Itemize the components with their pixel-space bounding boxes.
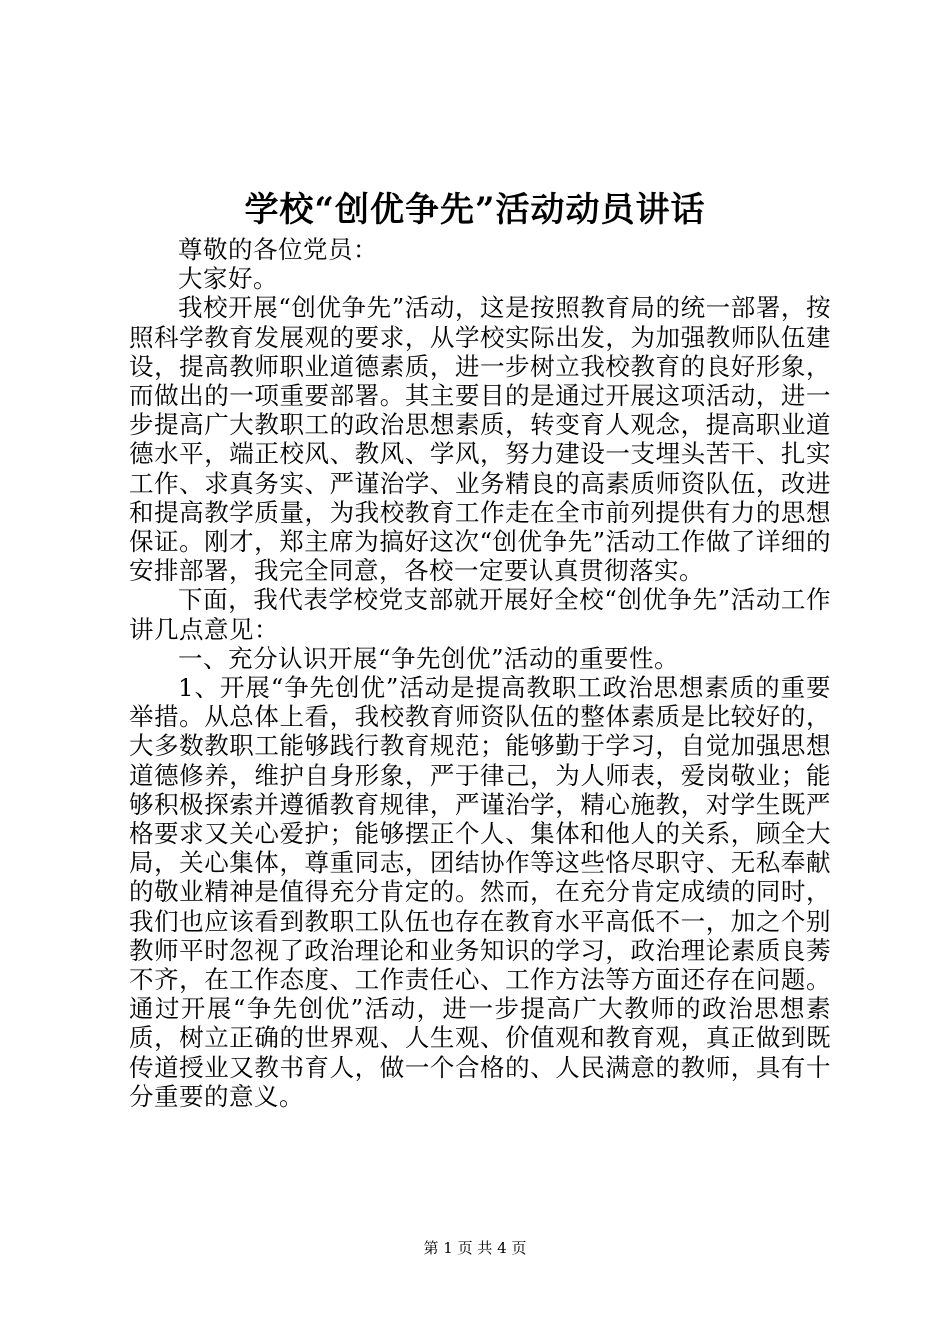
body-paragraph: 我校开展“创优争先”活动，这是按照教育局的统一部署，按照科学教育发展观的要求，从学校实际出发，为加强教师队伍建设，提高教师职业道德素质，进一步树立我校教育的良好形象，而做出的一项重要部署。其主要目的是通过开展这项活动，进一步提高广大教职工的政治思想素质，转变育人观念，提高职业道德水平，端正校风、教风、学风，努力建设一支埋头苦干、扎实工作、求真务实、严谨治学、业务精良的高素质师资队伍，改进和提高教学质量，为我校教育工作走在全市前列提供有力的思想保证。刚才，郑主席为搞好这次“创优争先”活动工作做了详细的安排部署，我完全同意，各校一定要认真贯彻落实。 (129, 293, 831, 586)
greeting: 大家好。 (178, 264, 278, 294)
body-paragraph: 下面，我代表学校党支部就开展好全校“创优争先”活动工作讲几点意见： (129, 585, 831, 644)
section-heading: 一、充分认识开展“争先创优”活动的重要性。 (178, 643, 680, 673)
document-title: 学校“创优争先”活动动员讲话 (244, 190, 706, 230)
body-paragraph: 1、开展“争先创优”活动是提高教职工政治思想素质的重要举措。从总体上看，我校教育师资队伍的整体素质是比较好的，大多数教职工能够践行教育规范；能够勤于学习，自觉加强思想道德修养，维护自身形象，严于律己，为人师表，爱岗敬业；能够积极探索并遵循教育规律，严谨治学，精心施教，对学生既严格要求又关心爱护；能够摆正个人、集体和他人的关系，顾全大局，关心集体，尊重同志，团结协作等这些恪尽职守、无私奉献的敬业精神是值得充分肯定的。然而，在充分肯定成绩的同时，我们也应该看到教职工队伍也存在教育水平高低不一，加之个别教师平时忽视了政治理论和业务知识的学习，政治理论素质良莠不齐，在工作态度、工作责任心、工作方法等方面还存在问题。通过开展“争先创优”活动，进一步提高广大教师的政治思想素质，树立正确的世界观、人生观、价值观和教育观，真正做到既传道授业又教书育人，做一个合格的、人民满意的教师，具有十分重要的意义。 (129, 673, 831, 1111)
document-body (129, 235, 831, 1111)
page-footer: 第 1 页 共 4 页 (423, 1239, 527, 1257)
salutation: 尊敬的各位党员： (178, 235, 378, 264)
